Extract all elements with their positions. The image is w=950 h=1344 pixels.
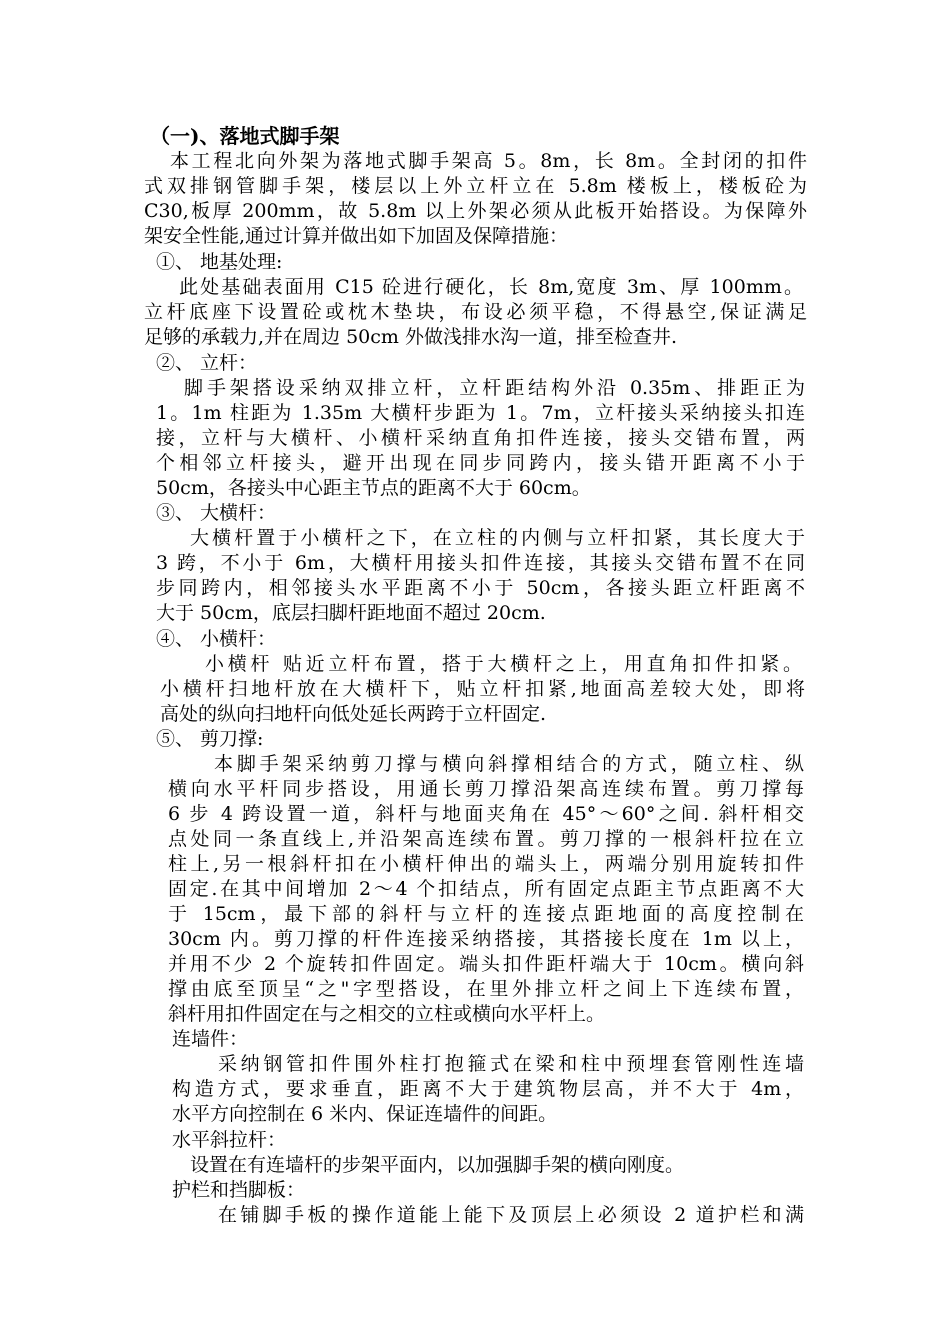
subsection-heading: ⑤、 剪刀撑: bbox=[156, 728, 264, 750]
paragraph-line: 30cm 内。剪刀撑的杆件连接采纳搭接，其搭接长度在 1m 以上， bbox=[168, 928, 804, 950]
paragraph-line: 大横杆置于小横杆之下，在立柱的内侧与立杆扣紧，其长度大于 bbox=[190, 527, 805, 549]
subsection-heading: 水平斜拉杆： bbox=[172, 1129, 287, 1151]
paragraph-line: 斜杆用扣件固定在与之相交的立柱或横向水平杆上。 bbox=[168, 1003, 606, 1025]
paragraph-line: 大于 50cm，底层扫脚杆距地面不超过 20cm. bbox=[156, 602, 546, 624]
paragraph-line: 水平方向控制在 6 米内、保证连墙件的间距。 bbox=[172, 1103, 558, 1125]
paragraph-line: 脚手架搭设采纳双排立杆，立杆距结构外沿 0.35m、排距正为 bbox=[184, 377, 805, 399]
subsection-heading: 护栏和挡脚板： bbox=[172, 1179, 306, 1201]
paragraph-line: 本工程北向外架为落地式脚手架高 5。8m，长 8m。全封闭的扣件 bbox=[170, 150, 807, 172]
subsection-heading: ③、 大横杆： bbox=[156, 502, 277, 524]
paragraph-line: 立杆底座下设置砼或枕木垫块，布设必须平稳，不得悬空,保证满足 bbox=[144, 301, 807, 323]
paragraph-line: 6 步 4 跨设置一道，斜杆与地面夹角在 45°～60°之间. 斜杆相交 bbox=[168, 803, 804, 825]
paragraph-line: 并用不少 2 个旋转扣件固定。端头扣件距杆端大于 10cm。横向斜 bbox=[168, 953, 804, 975]
paragraph-line: 设置在有连墙杆的步架平面内，以加强脚手架的横向刚度。 bbox=[190, 1154, 685, 1176]
subsection-heading: 连墙件： bbox=[172, 1028, 249, 1050]
paragraph-line: 个相邻立杆接头，避开出现在同步同跨内，接头错开距离不小于 bbox=[156, 452, 805, 474]
subsection-heading: ①、 地基处理: bbox=[156, 251, 283, 273]
paragraph-line: 50cm，各接头中心距主节点的距离不大于 60cm。 bbox=[156, 477, 591, 499]
paragraph-line: 架安全性能,通过计算并做出如下加固及保障措施： bbox=[144, 225, 569, 247]
paragraph-line: 式双排钢管脚手架，楼层以上外立杆立在 5.8m 楼板上，楼板砼为 bbox=[144, 175, 807, 197]
paragraph-line: 步同跨内，相邻接头水平距离不小于 50cm，各接头距立杆距离不 bbox=[156, 577, 805, 599]
section-heading: （一)、落地式脚手架 bbox=[150, 124, 340, 148]
paragraph-line: 撑由底至顶呈“之"字型搭设，在里外排立杆之间上下连续布置， bbox=[168, 978, 804, 1000]
paragraph-line: 柱上,另一根斜杆扣在小横杆伸出的端头上，两端分别用旋转扣件 bbox=[168, 853, 804, 875]
paragraph-line: 1。1m 柱距为 1.35m 大横杆步距为 1。7m，立杆接头采纳接头扣连 bbox=[156, 402, 805, 424]
paragraph-line: 小横杆扫地杆放在大横杆下，贴立杆扣紧,地面高差较大处，即将 bbox=[160, 678, 805, 700]
paragraph-line: 构造方式，要求垂直，距离不大于建筑物层高，并不大于 4m， bbox=[172, 1078, 804, 1100]
paragraph-line: 采纳钢管扣件围外柱打抱箍式在梁和柱中预埋套管刚性连墙 bbox=[218, 1053, 804, 1075]
paragraph-line: 于 15cm，最下部的斜杆与立杆的连接点距地面的高度控制在 bbox=[168, 903, 804, 925]
paragraph-line: 3 跨，不小于 6m，大横杆用接头扣件连接，其接头交错布置不在同 bbox=[156, 552, 805, 574]
paragraph-line: 点处同一条直线上,并沿架高连续布置。剪刀撑的一根斜杆拉在立 bbox=[168, 828, 804, 850]
paragraph-line: 固定.在其中间增加 2～4 个扣结点，所有固定点距主节点距离不大 bbox=[168, 878, 804, 900]
paragraph-line: 高处的纵向扫地杆向低处延长两跨于立杆固定. bbox=[160, 703, 547, 725]
paragraph-line: 小横杆 贴近立杆布置，搭于大横杆之上，用直角扣件扣紧。 bbox=[205, 653, 802, 675]
paragraph-line: C30,板厚 200mm，故 5.8m 以上外架必须从此板开始搭设。为保障外 bbox=[144, 200, 807, 222]
paragraph-line: 横向水平杆同步搭设，用通长剪刀撑沿架高连续布置。剪刀撑每 bbox=[168, 778, 804, 800]
paragraph-line: 接，立杆与大横杆、小横杆采纳直角扣件连接，接头交错布置，两 bbox=[156, 427, 805, 449]
subsection-heading: ④、 小横杆： bbox=[156, 628, 277, 650]
paragraph-line: 此处基础表面用 C15 砼进行硬化，长 8m,宽度 3m、厚 100mm。 bbox=[179, 276, 803, 298]
paragraph-line: 足够的承载力,并在周边 50cm 外做浅排水沟一道，排至检查井. bbox=[144, 326, 677, 348]
paragraph-line: 本脚手架采纳剪刀撑与横向斜撑相结合的方式，随立柱、纵 bbox=[214, 753, 804, 775]
paragraph-line: 在铺脚手板的操作道能上能下及顶层上必须设 2 道护栏和满 bbox=[218, 1204, 804, 1226]
subsection-heading: ②、 立杆： bbox=[156, 352, 258, 374]
